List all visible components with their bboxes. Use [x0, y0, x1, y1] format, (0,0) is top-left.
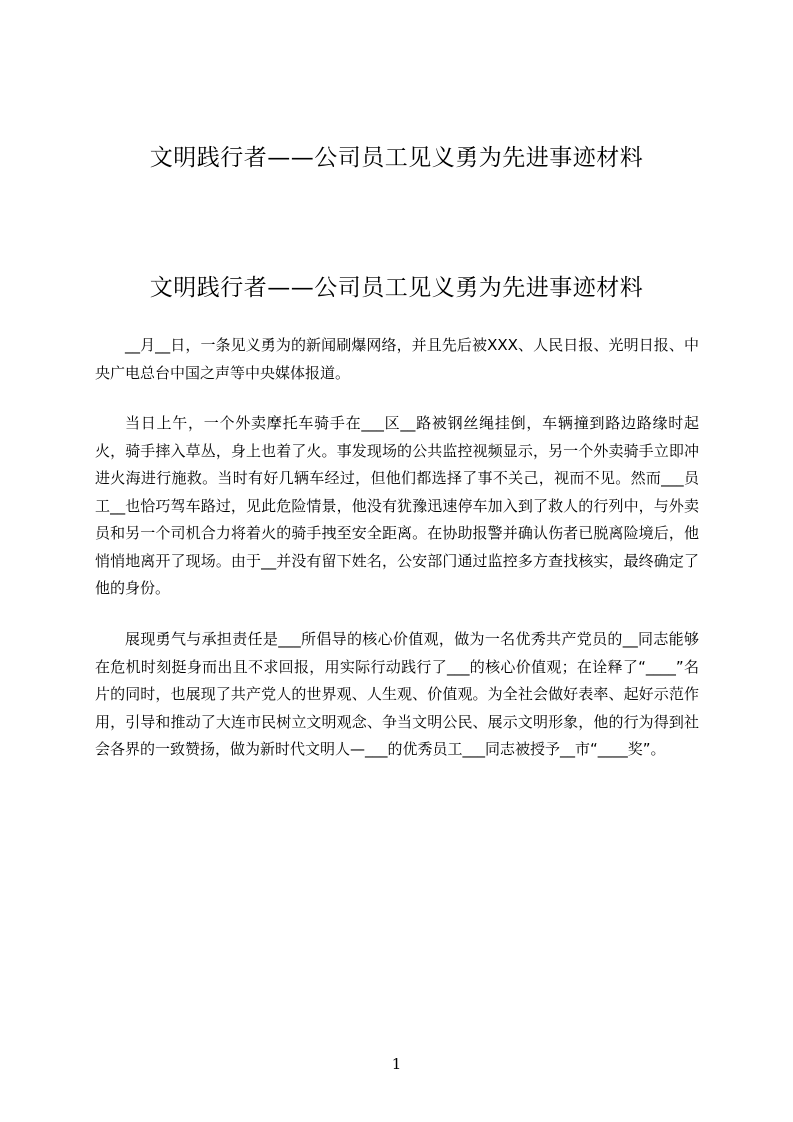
paragraph-2: 当日上午，一个外卖摩托车骑手在___区__路被钢丝绳挂倒，车辆撞到路边路缘时起火，骑手摔入草丛，身上也着了火。事发现场的公共监控视频显示，另一个外卖骑手立即冲进火海进行施救。当时有好几辆车经过，但他们都选择了事不关己，视而不见。然而___员工__也恰巧驾车路过，见此危险情景，他没有犹豫迅速停车加入到了救人的行列中，与外卖员和另一个司机合力将着火的骑手拽至安全距离。在协助报警并确认伤者已脱离险境后，他悄悄地离开了现场。由于__并没有留下姓名，公安部门通过监控多方查找核实，最终确定了他的身份。 [95, 414, 699, 597]
main-title: 文明践行者——公司员工见义勇为先进事迹材料 [149, 275, 644, 301]
paragraph-1: __月__日，一条见义勇为的新闻刷爆网络，并且先后被XXX、人民日报、光明日报、中央广电总台中国之声等中央媒体报道。 [95, 336, 699, 382]
cover-title: 文明践行者——公司员工见义勇为先进事迹材料 [149, 145, 644, 171]
page-number: 1 [391, 1055, 402, 1073]
paragraph-3: 展现勇气与承担责任是___所倡导的核心价值观，做为一名优秀共产党员的__同志能够在危机时刻挺身而出且不求回报，用实际行动践行了___的核心价值观；在诠释了“____”名片的同时，也展现了共产党人的世界观、人生观、价值观。为全社会做好表率、起好示范作用，引导和推动了大连市民树立文明观念、争当文明公民、展示文明形象，他的行为得到社会各界的一致赞扬，做为新时代文明人—___的优秀员工___同志被授予__市“____奖”。 [95, 630, 699, 758]
